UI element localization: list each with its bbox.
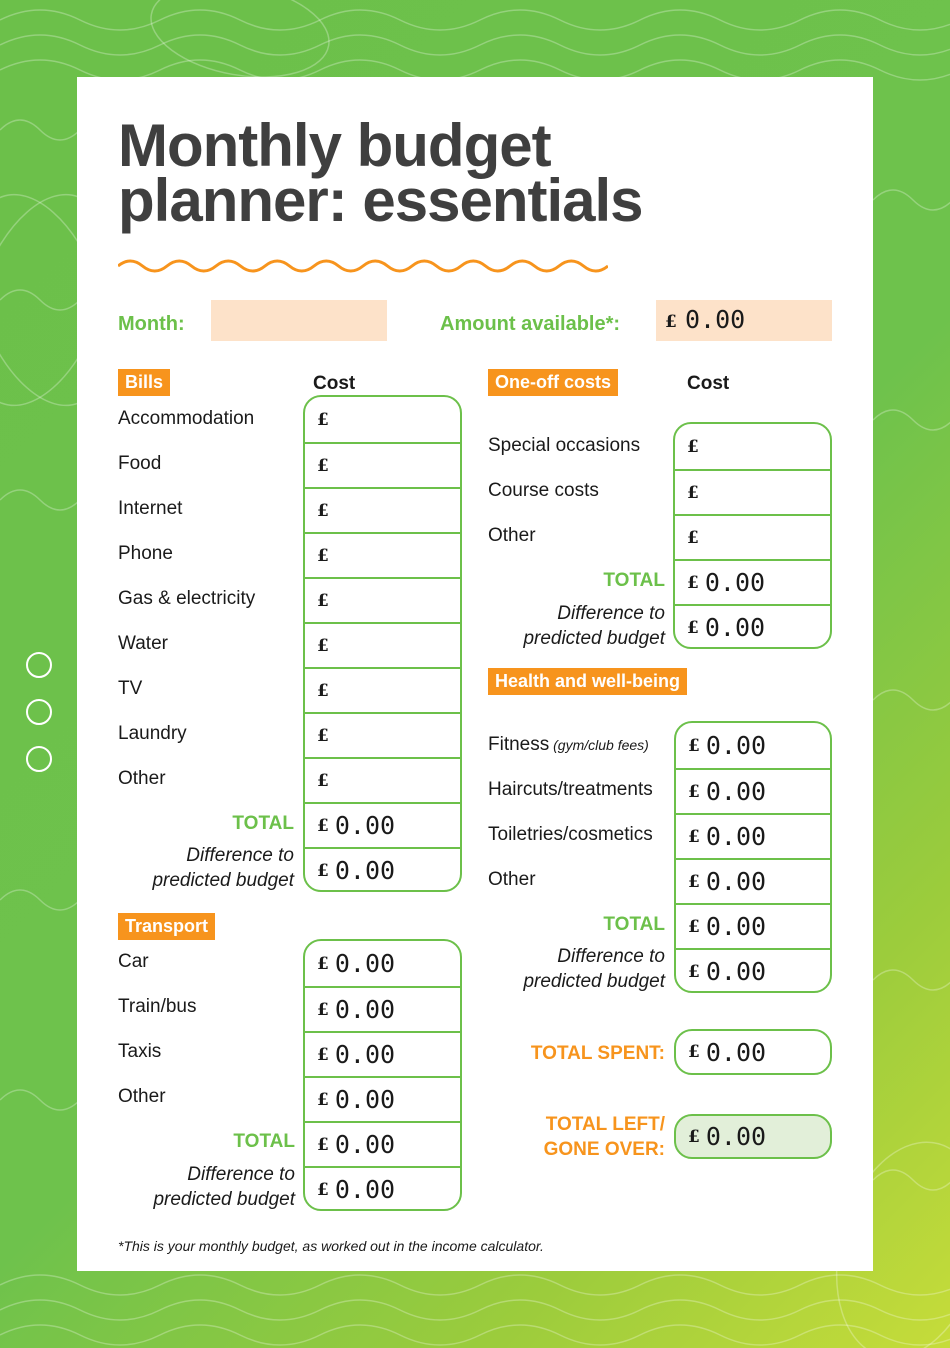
cost-value: 0.00 (334, 949, 396, 978)
month-field[interactable] (211, 300, 387, 341)
pound-icon: £ (317, 409, 329, 430)
pound-icon: £ (317, 815, 329, 836)
cost-value: 0.00 (704, 568, 766, 597)
one-off-total-label: TOTAL (603, 570, 665, 591)
pound-icon: £ (317, 500, 329, 521)
pound-icon: £ (688, 781, 700, 802)
cost-cell[interactable] (675, 424, 830, 469)
one-off-cost-header: Cost (687, 373, 730, 394)
health-tag: Health and well-being (488, 668, 687, 695)
page-title (118, 112, 643, 234)
health-difference-label: Difference to predicted budget (523, 946, 665, 992)
punch-hole-3 (26, 746, 52, 772)
cost-value: 0.00 (334, 811, 396, 840)
pound-icon: £ (317, 680, 329, 701)
row-label: Haircuts/treatments (488, 779, 653, 800)
total-spent-field[interactable] (674, 1029, 832, 1075)
pound-icon: £ (687, 436, 699, 457)
health-cost-column (674, 721, 832, 993)
punch-hole-2 (26, 699, 52, 725)
row-label: Water (118, 633, 168, 654)
row-label: Toiletries/cosmetics (488, 824, 653, 845)
total-left-label: TOTAL LEFT/ GONE OVER: (543, 1114, 665, 1160)
cost-value: 0.00 (334, 1130, 396, 1159)
pound-icon: £ (317, 455, 329, 476)
row-label: Course costs (488, 480, 599, 501)
one-off-cost-column (673, 422, 832, 649)
row-label: Other (118, 1086, 166, 1107)
row-label: Train/bus (118, 996, 197, 1017)
difference-cell[interactable] (676, 948, 830, 993)
cost-value: 0.00 (704, 613, 766, 642)
pound-icon: £ (317, 590, 329, 611)
cost-cell[interactable] (305, 986, 460, 1031)
cost-cell[interactable] (675, 514, 830, 559)
cost-cell[interactable] (676, 813, 830, 858)
bills-total-label: TOTAL (232, 813, 294, 834)
cost-cell[interactable] (305, 1031, 460, 1076)
pound-icon: £ (688, 826, 700, 847)
difference-cell[interactable] (305, 1166, 460, 1211)
row-label: Other (488, 869, 536, 890)
one-off-costs-tag: One-off costs (488, 369, 618, 396)
pound-icon: £ (317, 545, 329, 566)
total-left-value: 0.00 (705, 1122, 767, 1151)
cost-value: 0.00 (334, 856, 396, 885)
cost-value: 0.00 (334, 1085, 396, 1114)
amount-available-field[interactable] (656, 300, 832, 341)
pound-icon: £ (687, 617, 699, 638)
row-label: TV (118, 678, 143, 699)
pound-icon: £ (688, 871, 700, 892)
pound-icon: £ (687, 572, 699, 593)
cost-cell[interactable] (676, 768, 830, 813)
cost-cell[interactable] (675, 469, 830, 514)
row-label-note: (gym/club fees) (549, 737, 649, 753)
pound-icon: £ (687, 482, 699, 503)
difference-cell[interactable] (675, 604, 830, 649)
punch-hole-1 (26, 652, 52, 678)
total-spent-label: TOTAL SPENT: (530, 1043, 665, 1064)
cost-cell[interactable] (305, 532, 460, 577)
title-line-1: Monthly budget (118, 112, 551, 179)
row-label: Other (118, 768, 166, 789)
transport-total-label: TOTAL (233, 1131, 295, 1152)
title-line-2: planner: essentials (118, 167, 643, 234)
pound-icon: £ (317, 635, 329, 656)
cost-cell[interactable] (305, 667, 460, 712)
total-cell[interactable] (676, 903, 830, 948)
pound-icon: £ (688, 1126, 700, 1147)
total-cell[interactable] (675, 559, 830, 604)
pound-icon: £ (317, 1179, 329, 1200)
footnote: *This is your monthly budget, as worked out in the income calculator. (118, 1238, 544, 1254)
difference-cell[interactable] (305, 847, 460, 892)
cost-value: 0.00 (705, 777, 767, 806)
pound-icon: £ (317, 770, 329, 791)
transport-cost-column (303, 939, 462, 1211)
amount-available-label: Amount available*: (440, 313, 621, 335)
row-label: Internet (118, 498, 183, 519)
row-label: Taxis (118, 1041, 162, 1062)
cost-value: 0.00 (705, 867, 767, 896)
cost-value: 0.00 (705, 912, 767, 941)
pound-icon: £ (688, 916, 700, 937)
pound-icon: £ (317, 860, 329, 881)
cost-value: 0.00 (705, 822, 767, 851)
row-label: Other (488, 525, 536, 546)
row-label: Special occasions (488, 435, 641, 456)
row-label: Laundry (118, 723, 187, 744)
pound-icon: £ (317, 1044, 329, 1065)
row-label: Gas & electricity (118, 588, 256, 609)
cost-value: 0.00 (334, 1040, 396, 1069)
cost-cell[interactable] (305, 622, 460, 667)
health-total-label: TOTAL (603, 914, 665, 935)
total-cell[interactable] (305, 1121, 460, 1166)
pound-icon: £ (317, 1089, 329, 1110)
cost-cell[interactable] (305, 757, 460, 802)
cost-cell[interactable] (305, 397, 460, 442)
cost-cell[interactable] (676, 858, 830, 903)
pound-icon: £ (317, 1134, 329, 1155)
bills-difference-label: Difference to predicted budget (152, 845, 294, 891)
month-label: Month: (118, 313, 185, 335)
pound-icon: £ (688, 735, 700, 756)
cost-cell[interactable] (676, 723, 830, 768)
bills-cost-column (303, 395, 462, 892)
total-left-field[interactable] (674, 1114, 832, 1159)
total-spent-value: 0.00 (705, 1037, 767, 1067)
row-label: Food (118, 453, 162, 474)
cost-value: 0.00 (334, 995, 396, 1024)
cost-cell[interactable] (305, 487, 460, 532)
cost-cell[interactable] (305, 442, 460, 487)
cost-cell[interactable] (305, 712, 460, 757)
transport-tag: Transport (118, 913, 215, 940)
pound-icon: £ (687, 527, 699, 548)
cost-cell[interactable] (305, 941, 460, 986)
cost-value: 0.00 (705, 957, 767, 986)
bills-cost-header: Cost (313, 373, 356, 394)
pound-icon: £ (688, 1042, 700, 1062)
transport-difference-label: Difference to predicted budget (153, 1164, 295, 1210)
row-label: Accommodation (118, 408, 255, 429)
pound-icon: £ (317, 725, 329, 746)
decorative-squiggle (118, 256, 608, 276)
pound-icon: £ (688, 961, 700, 982)
cost-cell[interactable] (305, 1076, 460, 1121)
total-cell[interactable] (305, 802, 460, 847)
row-label: Phone (118, 543, 173, 564)
bills-tag: Bills (118, 369, 170, 396)
amount-available-value: 0.00 (685, 305, 746, 334)
pound-icon: £ (665, 312, 677, 332)
row-label: Fitness (gym/club fees) (488, 734, 649, 755)
pound-icon: £ (317, 999, 329, 1020)
cost-value: 0.00 (705, 731, 767, 760)
cost-value: 0.00 (334, 1175, 396, 1204)
one-off-difference-label: Difference to predicted budget (523, 603, 665, 649)
row-label: Car (118, 951, 149, 972)
pound-icon: £ (317, 953, 329, 974)
cost-cell[interactable] (305, 577, 460, 622)
